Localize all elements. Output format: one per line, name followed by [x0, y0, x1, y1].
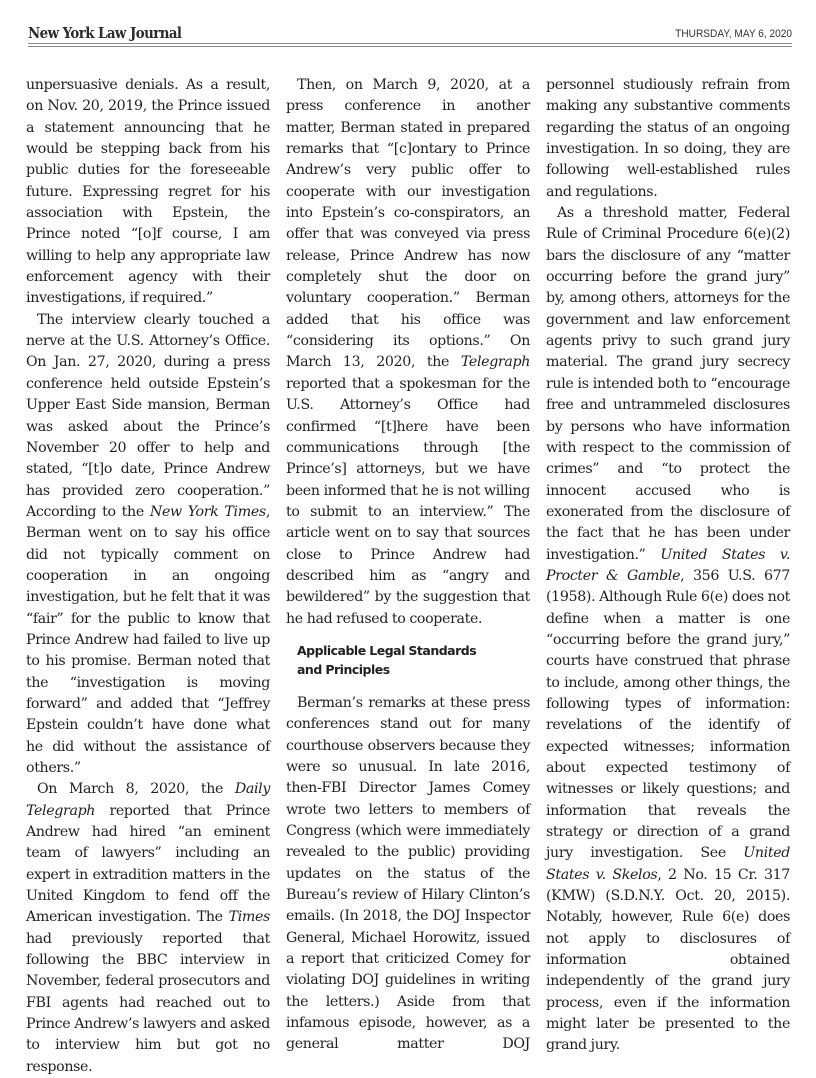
text-run: On March 8, 2020, the — [37, 781, 235, 798]
paragraph — [26, 310, 270, 780]
paragraph — [546, 203, 790, 1057]
paragraph — [286, 75, 530, 630]
text-run: personnel studiously refrain from making any substantive comments regarding the status of an ongoing investigation. In so doing, they are following well-established rules and regulations. — [546, 77, 790, 200]
section-heading — [297, 641, 530, 679]
italic-citation: Times — [228, 909, 270, 926]
text-run: had previously reported that following the BBC interview in November, federal prosecutors and FBI agents had reached out to Prince Andrew’s lawyers and asked to interview him but got no response. — [26, 930, 270, 1075]
text-run: unpersuasive denials. As a result, on Nov. 20, 2019, the Prince issued a statement announcing that he would be stepping back from his public duties for the foreseeable future. Expressing regret for his association with Epstein, the Prince noted “[o]f course, I am willing to help any appropriate law enforcement agency with their investigations, if required.” — [26, 77, 270, 307]
text-run: , 356 U.S. 677 (1958). Although Rule 6(e) does not define when a matter is one “occurring before the grand jury,” courts have construed that phrase to include, among other things, the following types of information: revelations of the identify of expected witnesses; information about expected testimony of witnesses or likely questions; and information that reveals the strategy or direction of a grand jury investigation. See — [546, 567, 790, 862]
paragraph — [546, 75, 790, 203]
header-rule-bottom — [28, 46, 792, 47]
text-run: Then, on March 9, 2020, at a press conference in another matter, Berman stated in prepared remarks that “[c]ontary to Prince Andrew’s very public offer to cooperate with our investigation into Epstein’s co-conspirators, an offer that was conveyed via press release, Prince Andrew has now completely shut the door on voluntary cooperation.” Berman added that his office was “considering its options.” On March 13, 2020, the — [286, 77, 530, 371]
paragraph — [26, 779, 270, 1078]
italic-citation: Telegraph — [460, 354, 530, 371]
article-column-3 — [546, 75, 790, 1057]
text-run: reported that a spokesman for the U.S. Attorney’s Office had confirmed “[t]here have been communications through [the Prince’s] attorneys, but we have been informed that he is not willing to submit to an interview.” The article went on to say that sources close to Prince Andrew had described him as “angry and bewildered” by the suggestion that he had refused to cooperate. — [286, 375, 530, 627]
text-run: , 2 No. 15 Cr. 317 (KMW) (S.D.N.Y. Oct. 20, 2015). Notably, however, Rule 6(e) does not apply to disclosures of information obtained independently of the grand jury process, even if the information might later be presented to the grand jury. — [546, 866, 790, 1054]
text-run: reported that Prince Andrew had hired “an eminent team of lawyers” including an expert in extradition matters in the United Kingdom to fend off the American investigation. The — [26, 802, 270, 926]
text-run: Berman’s remarks at these press conferences stand out for many courthouse observers because they were so unusual. In late 2016, then-FBI Director James Comey wrote two letters to members of Congress (which were immediately revealed to the public) providing updates on the status of the Bureau’s review of Hilary Clinton’s emails. (In 2018, the DOJ Inspector General, Michael Horowitz, issued a report that criticized Comey for violating DOJ guidelines in writing the letters.) Aside from that infamous episode, however, as a general matter DOJ — [286, 694, 530, 1053]
issue-date: THURSDAY, MAY 6, 2020 — [675, 28, 792, 40]
text-run: As a threshold matter, Federal Rule of Criminal Procedure 6(e)(2) bars the disclosure of any “matter occurring before the grand jury” by, among others, attorneys for the government and law enforcement agents privy to such grand jury material. The grand jury secrecy rule is intended both to “encourage free and untrammeled disclosures by persons who have information with respect to the commission of crimes” and “to protect the innocent accused who is exonerated from the disclosure of the fact that he has been under investigation.” — [546, 205, 790, 563]
italic-citation: New York Times — [149, 503, 266, 520]
article-column-2 — [286, 75, 530, 1056]
italic-citation: United States v. Procter & Gamble — [546, 546, 791, 584]
italic-citation: United States v. Skelos — [546, 845, 790, 883]
section-heading-line: Applicable Legal Standards — [297, 642, 477, 658]
publication-logo: New York Law Journal — [28, 25, 182, 42]
header-rule-top — [28, 43, 792, 44]
text-run: The interview clearly touched a nerve at the U.S. Attorney’s Office. On Jan. 27, 2020, during a press conference held outside Epstein’s Upper East Side mansion, Berman was asked about the Prince’s November 20 offer to help and stated, “[t]o date, Prince Andrew has provided zero cooperation.” According to the — [26, 311, 270, 520]
italic-citation: Daily Telegraph — [26, 781, 270, 819]
article-column-1 — [26, 75, 270, 1078]
text-run: , Berman went on to say his office did not typically comment on cooperation in an ongoing investigation, but he felt that it was “fair” for the public to know that Prince Andrew had failed to live up to his promise. Berman noted that the “investigation is moving forward” and added that “Jeffrey Epstein couldn’t have done what he did without the assistance of others.” — [26, 503, 270, 776]
paragraph — [286, 693, 530, 1056]
section-heading-line: and Principles — [297, 661, 390, 677]
paragraph — [26, 75, 270, 310]
